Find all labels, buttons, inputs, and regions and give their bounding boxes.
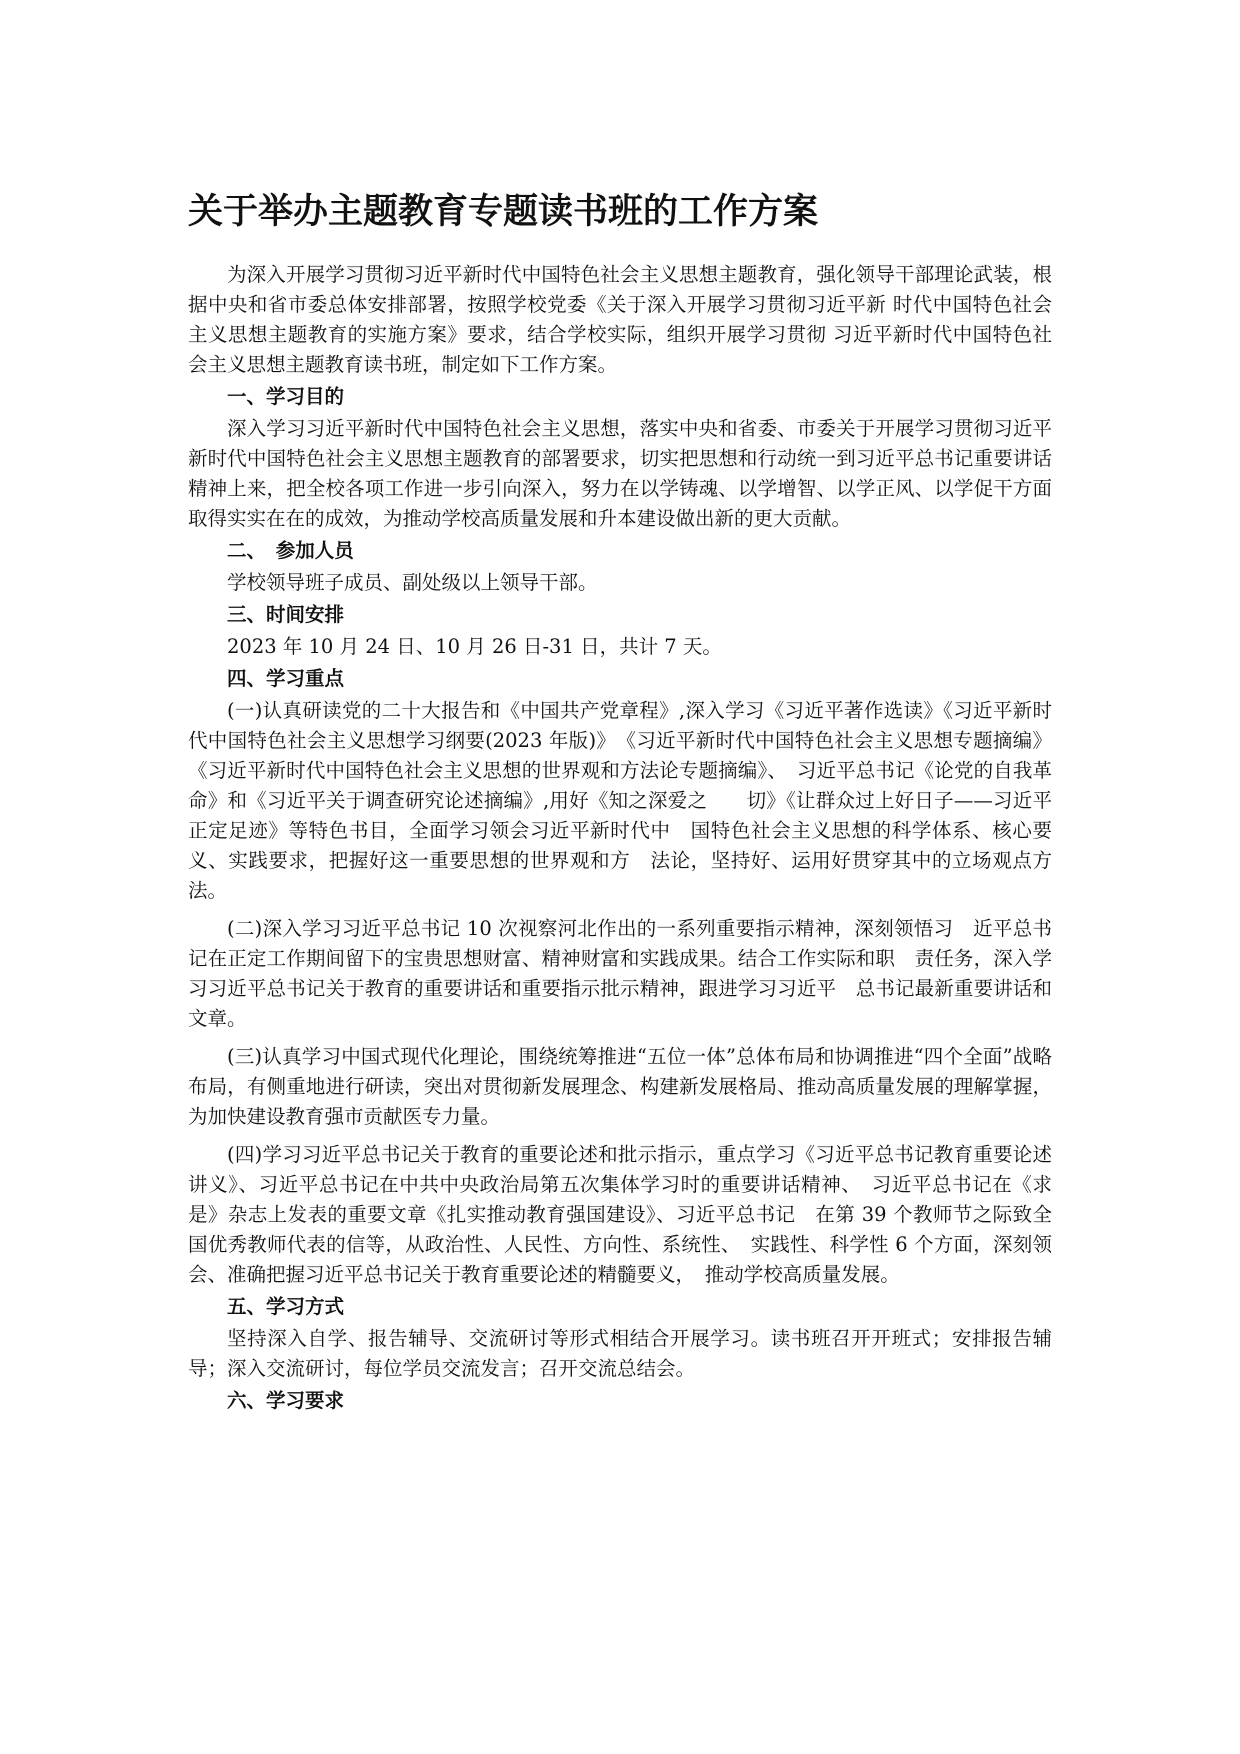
focus-item-2: (二)深入学习习近平总书记 10 次视察河北作出的一系列重要指示精神，深刻领悟习 近平总书记在正定工作期间留下的宝贵思想财富、精神财富和实践成果。结合工作实际和职 责任务，深入学习习近平总书记关于教育的重要讲话和重要指示批示精神，跟进学习习近平 总书记最新重要讲话和文章。	[188, 917, 1052, 1030]
section-text-goal: 深入学习习近平新时代中国特色社会主义思想，落实中央和省委、市委关于开展学习贯彻习近平新时代中国特色社会主义思想主题教育的部署要求，切实把思想和行动统一到习近平总书记重要讲话精神上来，把全校各项工作进一步引向深入，努力在以学铸魂、以学增智、以学正风、以学促干方面取得实实在在的成效，为推动学校高质量发展和升本建设做出新的更大贡献。	[188, 417, 1052, 530]
section-heading-requirements: 六、学习要求	[227, 1389, 345, 1412]
section-text-method: 坚持深入自学、报告辅导、交流研讨等形式相结合开展学习。读书班召开开班式；安排报告辅导；深入交流研讨，每位学员交流发言；召开交流总结会。	[188, 1327, 1052, 1380]
intro-paragraph: 为深入开展学习贯彻习近平新时代中国特色社会主义思想主题教育，强化领导干部理论武装，根据中央和省市委总体安排部署，按照学校党委《关于深入开展学习贯彻习近平新 时代中国特色社会主义思想主题教育的实施方案》要求，结合学校实际，组织开展学习贯彻 习近平新时代中国特色社会主义思想主题教育读书班，制定如下工作方案。	[188, 263, 1052, 376]
section-heading-participants: 二、 参加人员	[227, 539, 354, 562]
document-page	[188, 188, 1052, 1418]
section-heading-goal: 一、学习目的	[227, 385, 345, 408]
section-heading-schedule: 三、时间安排	[227, 603, 345, 626]
section-heading-method: 五、学习方式	[227, 1295, 345, 1318]
focus-item-1: (一)认真研读党的二十大报告和《中国共产党章程》,深入学习《习近平著作选读》《习近平新时代中国特色社会主义思想学习纲要(2023 年版)》 《习近平新时代中国特色社会主义思想专题摘编》《习近平新时代中国特色社会主义思想的世界观和方法论专题摘编》、 习近平总书记《论党的自我革命》和《习近平关于调查研究论述摘编》,用好《知之深爱之 切》《让群众过上好日子——习近平正定足迹》等特色书目，全面学习领会习近平新时代中 国特色社会主义思想的科学体系、核心要义、实践要求，把握好这一重要思想的世界观和方 法论，坚持好、运用好贯穿其中的立场观点方法。	[188, 699, 1052, 902]
section-text-participants: 学校领导班子成员、副处级以上领导干部。	[227, 571, 598, 594]
section-text-schedule: 2023 年 10 月 24 日、10 月 26 日-31 日，共计 7 天。	[227, 635, 722, 658]
focus-item-4: (四)学习习近平总书记关于教育的重要论述和批示指示，重点学习《习近平总书记教育重要论述讲义》、习近平总书记在中共中央政治局第五次集体学习时的重要讲话精神、 习近平总书记在《求是》杂志上发表的重要文章《扎实推动教育强国建设》、习近平总书记 在第 39 个教师节之际致全国优秀教师代表的信等，从政治性、人民性、方向性、系统性、 实践性、科学性 6 个方面，深刻领会、准确把握习近平总书记关于教育重要论述的精髓要义， 推动学校高质量发展。	[188, 1143, 1052, 1286]
document-title: 关于举办主题教育专题读书班的工作方案	[188, 192, 819, 232]
focus-item-3: (三)认真学习中国式现代化理论，围绕统筹推进“五位一体”总体布局和协调推进“四个全面”战略布局，有侧重地进行研读，突出对贯彻新发展理念、构建新发展格局、推动高质量发展的理解掌握，为加快建设教育强市贡献医专力量。	[188, 1045, 1052, 1128]
section-heading-focus: 四、学习重点	[227, 667, 345, 690]
